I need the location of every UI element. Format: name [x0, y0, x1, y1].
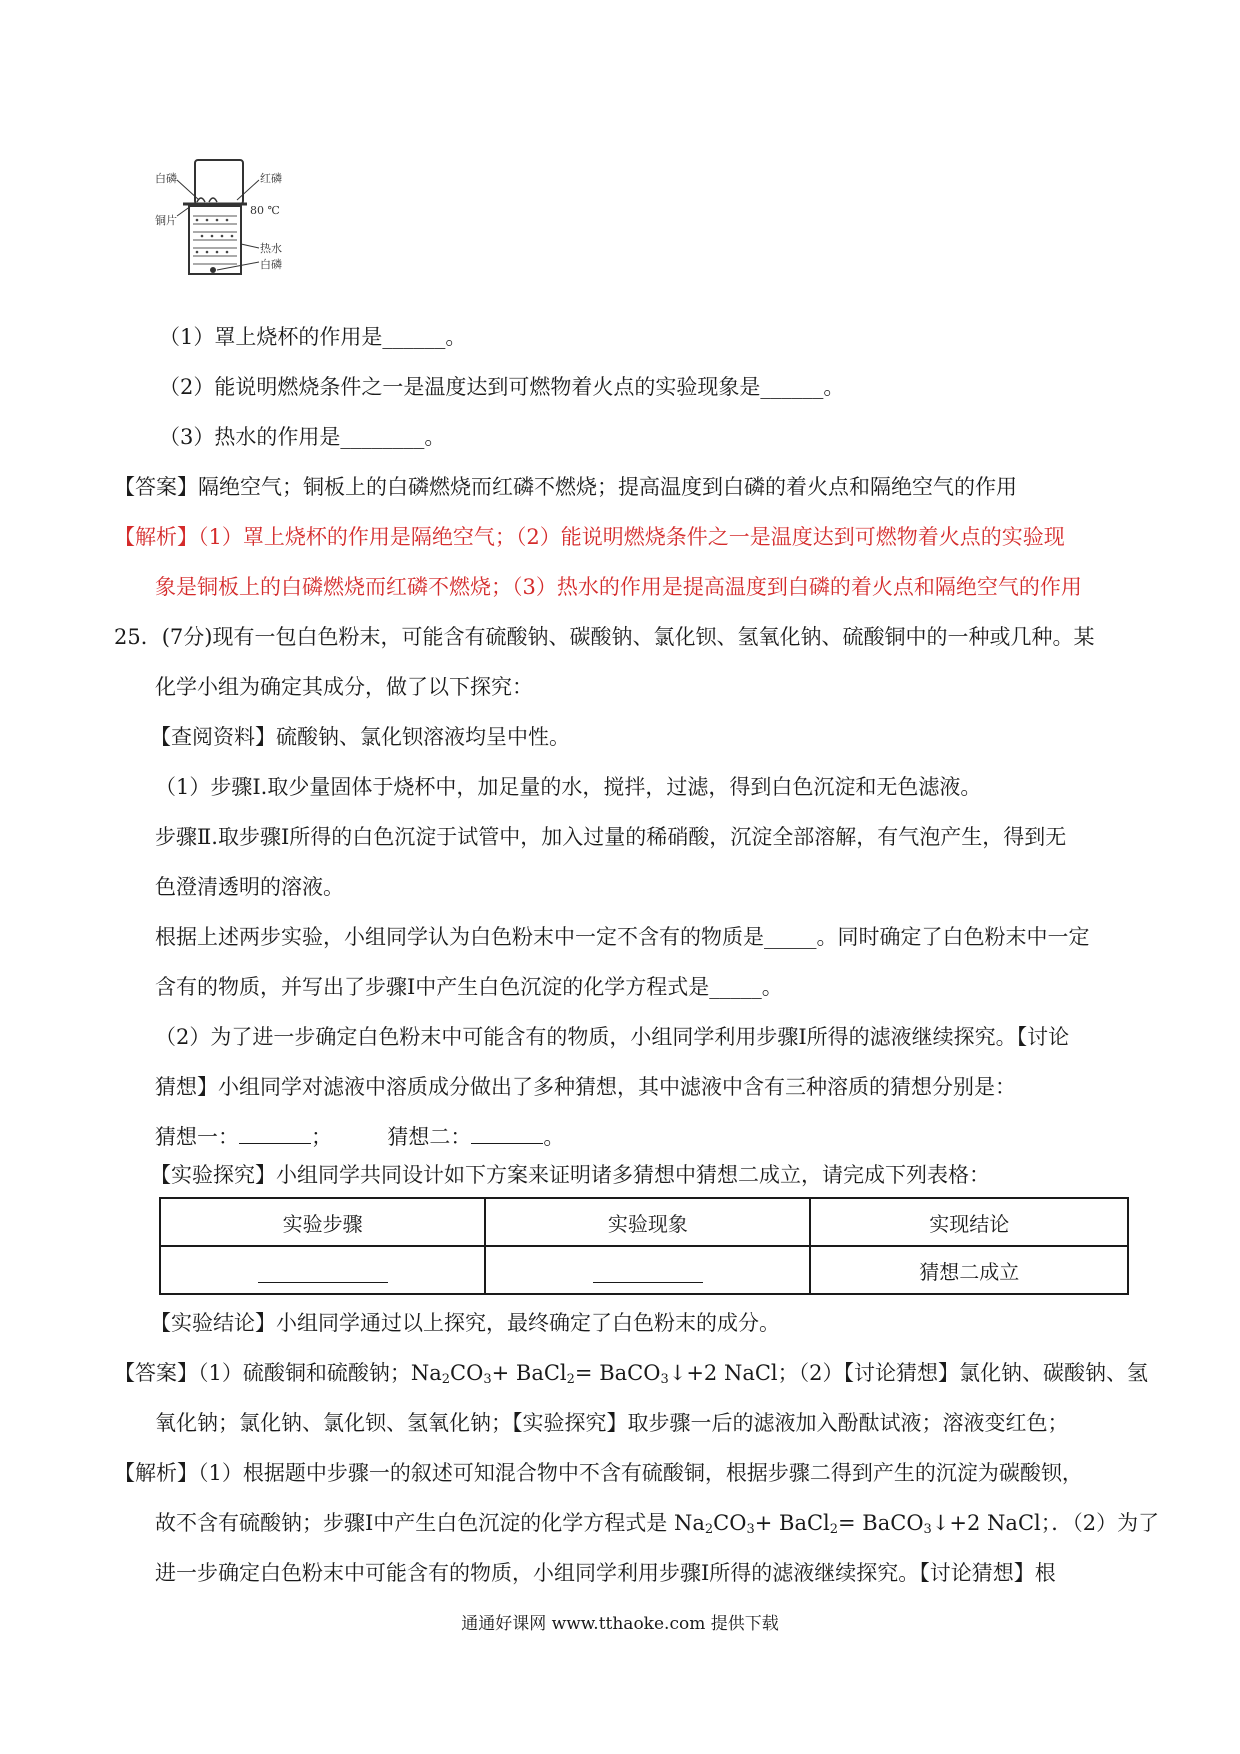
q25-reference: 【查阅资料】硫酸钠、氯化钡溶液均呈中性。: [150, 725, 570, 749]
table-header-row: [160, 1198, 1128, 1246]
phenomena-blank-cell: [485, 1246, 810, 1294]
q24-sub3: （3）热水的作用是________。: [159, 425, 446, 449]
steps-blank-cell: [160, 1246, 485, 1294]
label-temperature: 80 ℃: [250, 204, 280, 217]
q25-part2-cont: 猜想】小组同学对滤液中溶质成分做出了多种猜想，其中滤液中含有三种溶质的猜想分别是：: [155, 1075, 1016, 1099]
q25-part2: （2）为了进一步确定白色粉末中可能含有的物质，小组同学利用步骤Ⅰ所得的滤液继续探究。【讨论: [155, 1025, 1070, 1049]
guess1-end: ；: [311, 1125, 332, 1149]
q24-sub1: （1）罩上烧杯的作用是______。: [159, 325, 467, 349]
q25-guesses: [155, 1122, 564, 1152]
q25-experiment-intro: 【实验探究】小组同学共同设计如下方案来证明诸多猜想中猜想二成立，请完成下列表格：: [150, 1163, 990, 1187]
q24-analysis-line1: 【解析】（1）罩上烧杯的作用是隔绝空气；（2）能说明燃烧条件之一是温度达到可燃物着火点的实验现: [114, 525, 1065, 549]
q24-answer: 【答案】隔绝空气；铜板上的白磷燃烧而红磷不燃烧；提高温度到白磷的着火点和隔绝空气的作用: [114, 475, 1017, 499]
q25-conclusion-q: 根据上述两步实验，小组同学认为白色粉末中一定不含有的物质是_____。同时确定了白色粉末中一定: [155, 925, 1090, 949]
white-phosphorus-underwater: [210, 267, 216, 273]
q25-line1: 25．(7分)现有一包白色粉末，可能含有硫酸钠、碳酸钠、氯化钡、氢氧化钠、硫酸铜中的一种或几种。某: [114, 625, 1095, 649]
q25-line2: 化学小组为确定其成分，做了以下探究：: [155, 675, 533, 699]
q25-analysis-line3: 进一步确定白色粉末中可能含有的物质，小组同学利用步骤Ⅰ所得的滤液继续探究。【讨论猜想】根: [155, 1561, 1056, 1585]
header-conclusion: 实现结论: [810, 1198, 1128, 1246]
label-white-phosphorus-bottom: 白磷: [260, 258, 282, 271]
combustion-apparatus-figure: [155, 158, 290, 293]
q25-answer-line1: 【答案】（1）硫酸铜和硫酸钠；$Na_2CO_3+$ BaCl$_2$= BaCO$_3$↓+2 NaCl；（2）【讨论猜想】氯化钠、碳酸钠、氢: [114, 1361, 1148, 1387]
label-copper-plate: 铜片: [155, 214, 177, 227]
q25-answer-line2: 氧化钠；氯化钠、氯化钡、氢氧化钠；【实验探究】取步骤一后的滤液加入酚酞试液；溶液变红色；: [155, 1411, 1069, 1435]
q25-analysis-line1: 【解析】（1）根据题中步骤一的叙述可知混合物中不含有硫酸铜，根据步骤二得到产生的沉淀为碳酸钡，: [114, 1461, 1083, 1485]
guess2-end: 。: [543, 1125, 565, 1149]
q24-analysis-line2: 象是铜板上的白磷燃烧而红磷不燃烧；（3）热水的作用是提高温度到白磷的着火点和隔绝空气的作用: [155, 575, 1082, 599]
guess2-label: 猜想二：: [387, 1125, 472, 1149]
q25-equation-q: 含有的物质，并写出了步骤Ⅰ中产生白色沉淀的化学方程式是_____。: [155, 975, 783, 999]
label-white-phosphorus: 白磷: [155, 172, 177, 185]
label-red-phosphorus: 红磷: [260, 172, 282, 185]
page-footer: 通通好课网 www.tthaoke.com 提供下载: [461, 1614, 779, 1634]
guess2-blank: [471, 1125, 543, 1144]
q25-final-conclusion: 【实验结论】小组同学通过以上探究，最终确定了白色粉末的成分。: [150, 1311, 780, 1335]
header-phenomena: 实验现象: [485, 1198, 810, 1246]
guess1-label: 猜想一：: [155, 1125, 239, 1149]
guess1-blank: [239, 1125, 311, 1144]
label-hot-water: 热水: [260, 242, 282, 255]
q24-sub2: （2）能说明燃烧条件之一是温度达到可燃物着火点的实验现象是______。: [159, 375, 845, 399]
q25-step1: （1）步骤Ⅰ.取少量固体于烧杯中，加足量的水，搅拌，过滤，得到白色沉淀和无色滤液。: [155, 775, 982, 799]
q25-step2-cont: 色澄清透明的溶液。: [155, 875, 344, 899]
inverted-beaker: [195, 160, 243, 204]
header-steps: 实验步骤: [160, 1198, 485, 1246]
experiment-table: [159, 1197, 1129, 1295]
q25-analysis-line2: 故不含有硫酸钠；步骤Ⅰ中产生白色沉淀的化学方程式是 $Na_2CO_3+$ BaCl$_2$= BaCO$_3$↓+2 NaCl；．（2）为了: [155, 1511, 1160, 1537]
conclusion-cell: 猜想二成立: [810, 1246, 1128, 1294]
table-row: [160, 1246, 1128, 1294]
q25-step2: 步骤Ⅱ.取步骤Ⅰ所得的白色沉淀于试管中，加入过量的稀硝酸，沉淀全部溶解，有气泡产生，得到无: [155, 825, 1067, 849]
